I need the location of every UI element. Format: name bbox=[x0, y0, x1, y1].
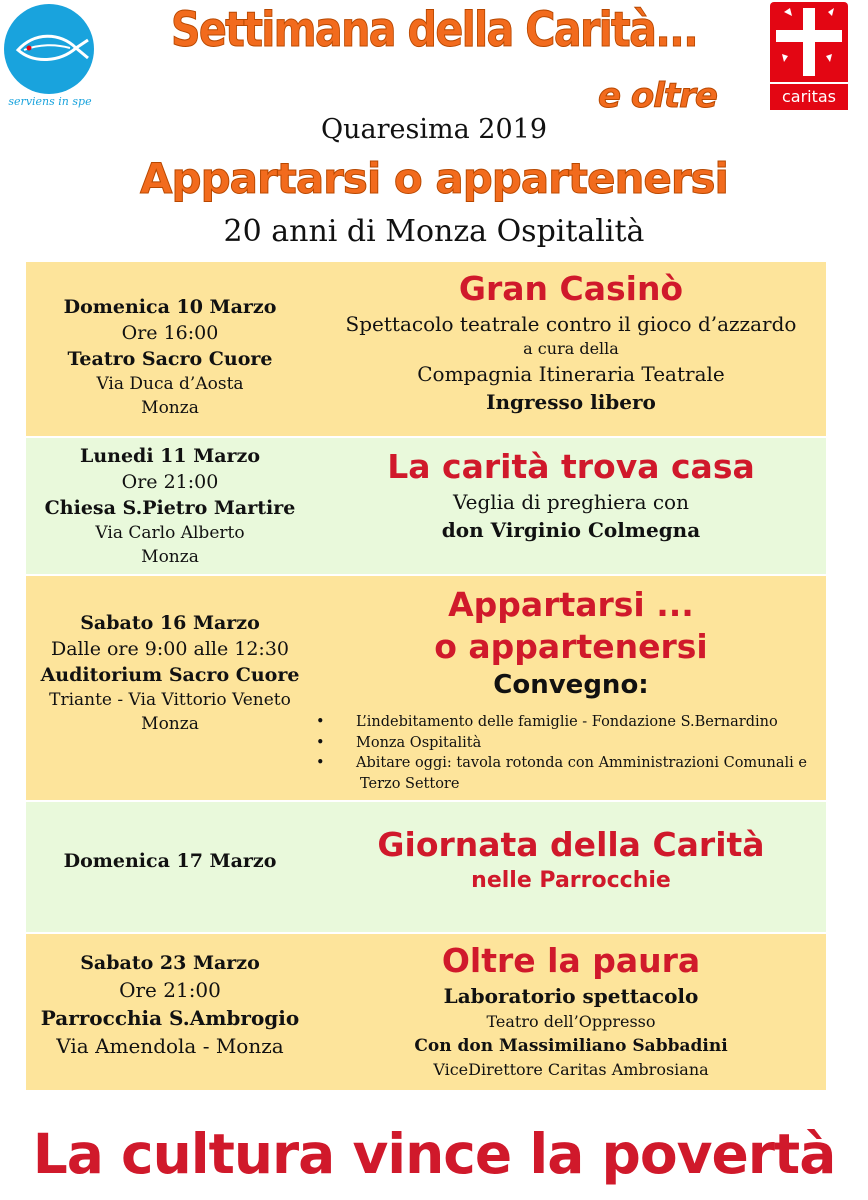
event-venue: Chiesa S.Pietro Martire bbox=[44, 497, 296, 519]
anniversary-label: 20 anni di Monza Ospitalità bbox=[223, 214, 645, 249]
event-title: La carità trova casa bbox=[387, 447, 755, 486]
event-date: Sabato 16 Marzo bbox=[80, 612, 260, 634]
event-city: Monza bbox=[141, 714, 199, 734]
event-date: Sabato 23 Marzo bbox=[80, 952, 260, 974]
event-description: Spettacolo teatrale contro il gioco d’azzardo bbox=[345, 312, 797, 336]
page-title: Settimana della Carità... bbox=[170, 2, 698, 58]
event-guest-role: ViceDirettore Caritas Ambrosiana bbox=[433, 1060, 709, 1079]
bullet-icon: • bbox=[316, 734, 325, 751]
bullet-icon: • bbox=[316, 714, 325, 730]
event-address: Via Amendola - Monza bbox=[56, 1034, 284, 1058]
event-note: a cura della bbox=[523, 339, 619, 358]
caritas-wordmark: caritas bbox=[770, 82, 848, 110]
event-title: Gran Casinò bbox=[458, 269, 684, 308]
event-description: Laboratorio spettacolo bbox=[443, 984, 699, 1008]
event-title-line2: o appartenersi bbox=[434, 627, 708, 666]
event-subtitle: Convegno: bbox=[493, 670, 649, 700]
event-address: Via Carlo Alberto bbox=[95, 523, 245, 543]
event-guest: Con don Massimiliano Sabbadini bbox=[414, 1036, 728, 1056]
title-suffix: e oltre bbox=[598, 76, 717, 116]
event-organizer: Compagnia Itineraria Teatrale bbox=[417, 362, 725, 386]
event-guest: don Virginio Colmegna bbox=[441, 518, 701, 542]
event-description: Veglia di preghiera con bbox=[453, 490, 689, 514]
list-item: • L’indebitamento delle famiglie - Fondazione S.Bernardino bbox=[310, 712, 826, 733]
logo-motto: serviens in spe bbox=[8, 95, 92, 108]
event-row-5 bbox=[26, 934, 826, 1090]
event-row-3 bbox=[26, 576, 826, 800]
event-venue: Teatro Sacro Cuore bbox=[67, 348, 273, 370]
event-date: Domenica 10 Marzo bbox=[63, 296, 277, 318]
event-time: Dalle ore 9:00 alle 12:30 bbox=[50, 638, 290, 660]
event-title: Giornata della Carità bbox=[377, 825, 765, 864]
event-address: Triante - Via Vittorio Veneto bbox=[49, 690, 291, 710]
event-row-2 bbox=[26, 438, 826, 574]
period-label: Quaresima 2019 bbox=[321, 114, 547, 145]
footer-slogan: La cultura vince la povertà bbox=[32, 1122, 836, 1186]
list-item: Terzo Settore bbox=[360, 775, 460, 792]
event-venue: Parrocchia S.Ambrogio bbox=[40, 1006, 300, 1030]
event-admission: Ingresso libero bbox=[486, 390, 656, 414]
event-time: Ore 21:00 bbox=[119, 978, 221, 1002]
event-address: Via Duca d’Aosta bbox=[96, 374, 244, 394]
event-time: Ore 16:00 bbox=[121, 322, 219, 344]
event-venue: Auditorium Sacro Cuore bbox=[40, 664, 300, 686]
event-city: Monza bbox=[141, 547, 199, 567]
event-subtitle: nelle Parrocchie bbox=[471, 868, 671, 893]
event-row-4 bbox=[26, 802, 826, 932]
event-time: Ore 21:00 bbox=[121, 471, 219, 493]
event-title-line1: Appartarsi ... bbox=[448, 585, 694, 624]
event-city: Monza bbox=[141, 398, 199, 418]
event-row-1 bbox=[26, 262, 826, 436]
event-date: Lunedi 11 Marzo bbox=[79, 445, 261, 467]
event-date: Domenica 17 Marzo bbox=[63, 850, 277, 872]
list-item: • Monza Ospitalità bbox=[310, 733, 826, 754]
theme-title: Appartarsi o appartenersi bbox=[140, 154, 728, 203]
list-item: • Abitare oggi: tavola rotonda con Amministrazioni Comunali e bbox=[310, 753, 826, 774]
bullet-icon: • bbox=[316, 755, 325, 771]
event-title: Oltre la paura bbox=[441, 941, 701, 980]
event-note: Teatro dell’Oppresso bbox=[486, 1012, 656, 1031]
conference-topics-list bbox=[310, 712, 826, 794]
